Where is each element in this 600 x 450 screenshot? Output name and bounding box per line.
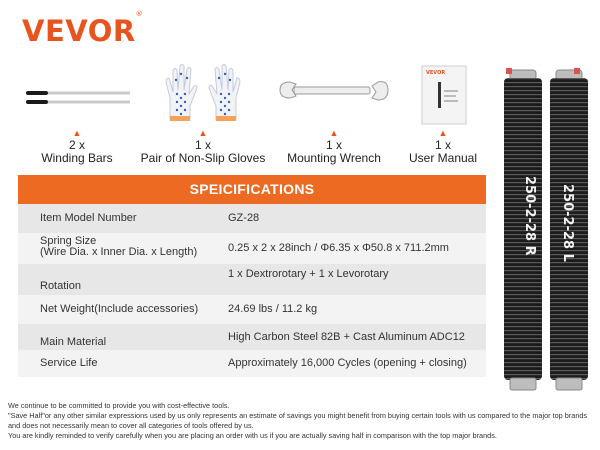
manual-icon	[402, 60, 484, 126]
specifications-table	[18, 175, 486, 377]
accessory-wrench: ▲ 1 x Mounting Wrench	[276, 60, 392, 165]
table-row: Main Material High Carbon Steel 82B + Cast Aluminum ADC12	[18, 324, 486, 350]
manual-cover-logo: VEVOR	[426, 70, 446, 76]
arrow-up-icon: ▲	[72, 128, 82, 138]
arrow-up-icon: ▲	[438, 128, 448, 138]
table-row: Spring Size (Wire Dia. x Inner Dia. x Length) 0.25 x 2 x 28inch / Φ6.35 x Φ50.8 x 711.2mm	[18, 233, 486, 264]
spring-label-right: 250-2-28 R	[522, 176, 537, 256]
vevor-logo: VEVOR®	[22, 10, 144, 48]
accessory-winding-bars: ▲ 2 x Winding Bars	[18, 60, 136, 165]
disclaimer: We continue to be committed to provide you with cost-effective tools. "Save Half"or any other similar expressions used by us only represents an estimate of savings you might benefit from buying certain tools with us compared to the major top brands and does not necessarily mean to cover all categories of tools offered by us. You are kindly reminded to verify carefully when you are placing an order with us if you are actually saving half in comparison with the top major brands.	[8, 401, 588, 440]
table-row: Item Model Number GZ-28	[18, 204, 486, 233]
table-row: Service Life Approximately 16,000 Cycles (opening + closing)	[18, 350, 486, 377]
arrow-up-icon: ▲	[329, 128, 339, 138]
specifications-title: SPEICIFICATIONS	[18, 175, 486, 204]
accessory-manual: VEVOR ▲ 1 x User Manual	[402, 60, 484, 165]
winding-bars-icon	[18, 60, 136, 126]
table-row: Net Weight(Include accessories) 24.69 lbs / 11.2 kg	[18, 295, 486, 324]
wrench-icon	[276, 60, 392, 126]
table-row: Rotation 1 x Dextrorotary + 1 x Levorotary	[18, 264, 486, 295]
spring-left-wound	[550, 68, 588, 390]
arrow-up-icon: ▲	[198, 128, 208, 138]
torsion-springs-image	[496, 66, 598, 396]
accessory-gloves: ▲ 1 x Pair of Non-Slip Gloves	[140, 60, 266, 165]
spring-label-left: 250-2-28 L	[560, 184, 575, 262]
spring-right-wound	[504, 68, 542, 390]
gloves-icon	[140, 60, 266, 126]
